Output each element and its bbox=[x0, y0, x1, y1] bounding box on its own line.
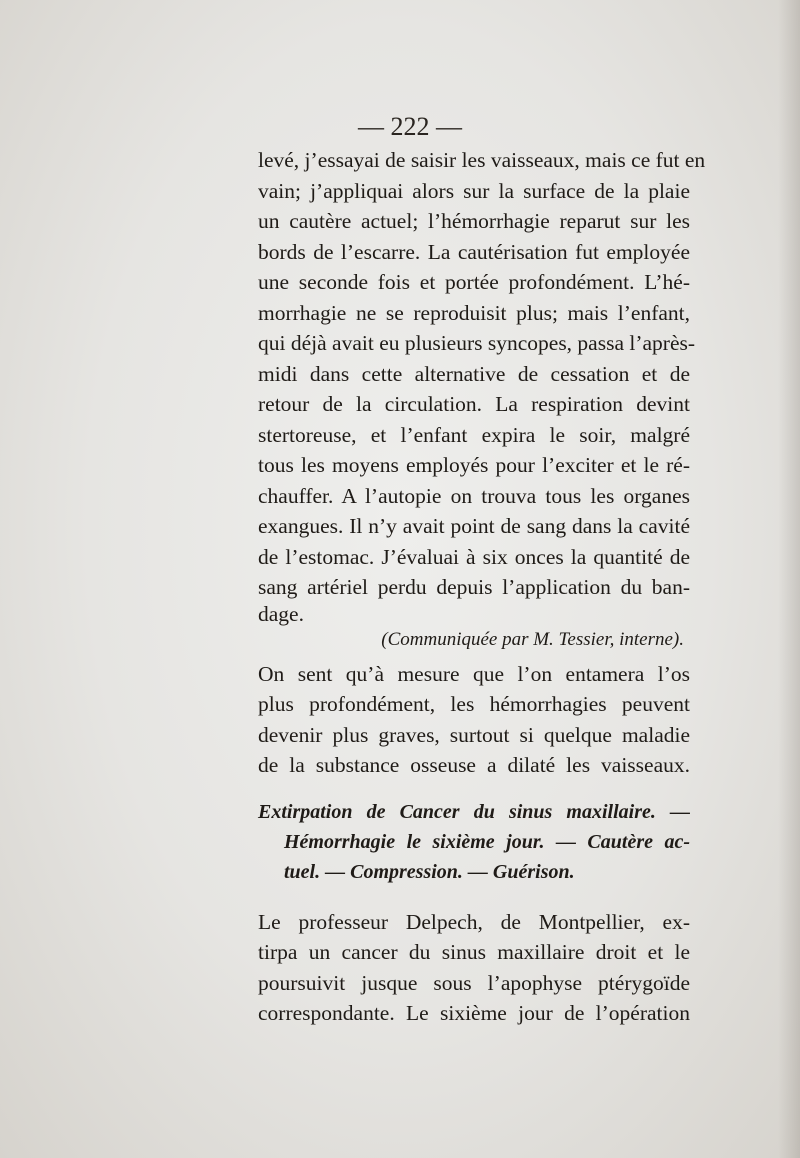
text-line: stertoreuse, et l’enfant expira le soir, malgré bbox=[258, 422, 690, 447]
text-line: dage. bbox=[258, 601, 304, 626]
page-number: — 222 — bbox=[358, 112, 462, 141]
text-line: qui déjà avait eu plusieurs syncopes, passa l’après- bbox=[258, 331, 696, 355]
paragraph-3 bbox=[258, 907, 690, 1029]
text-line: On sent qu’à mesure que l’on entamera l’os bbox=[258, 661, 690, 686]
paragraph-1 bbox=[258, 145, 706, 626]
text-line: bords de l’escarre. La cautérisation fut employée bbox=[258, 239, 690, 264]
heading-line: Extirpation de Cancer du sinus maxillaire. — bbox=[258, 800, 690, 823]
heading-line: Hémorrhagie le sixième jour. — Cautère ac- bbox=[284, 830, 690, 853]
text-line: morrhagie ne se reproduisit plus; mais l’enfant, bbox=[258, 300, 690, 325]
text-line: tirpa un cancer du sinus maxillaire droit et le bbox=[258, 940, 690, 964]
text-line: plus profondément, les hémorrhagies peuvent bbox=[258, 692, 690, 716]
text-line: vain; j’appliquai alors sur la surface de la plaie bbox=[258, 178, 690, 203]
paragraph-2 bbox=[258, 659, 690, 781]
text-line: devenir plus graves, surtout si quelque maladie bbox=[258, 722, 690, 747]
text-line: correspondante. Le sixième jour de l’opération bbox=[258, 1001, 690, 1025]
text-line: exangues. Il n’y avait point de sang dans la cavité bbox=[258, 514, 690, 538]
text-line: tous les moyens employés pour l’exciter et le ré- bbox=[258, 453, 690, 477]
text-line: sang artériel perdu depuis l’application du ban- bbox=[258, 575, 690, 599]
attribution-credit: (Communiquée par M. Tessier, interne). bbox=[381, 628, 684, 650]
text-line: de la substance osseuse a dilaté les vaisseaux. bbox=[258, 753, 690, 777]
text-line: poursuivit jusque sous l’apophyse ptérygoïde bbox=[258, 970, 690, 995]
text-line: chauffer. A l’autopie on trouva tous les organes bbox=[258, 483, 690, 508]
text-line: Le professeur Delpech, de Montpellier, ex- bbox=[258, 909, 690, 934]
text-line: levé, j’essayai de saisir les vaisseaux, mais ce fut en bbox=[258, 148, 706, 172]
text-line: un cautère actuel; l’hémorrhagie reparut sur les bbox=[258, 209, 690, 233]
text-line: retour de la circulation. La respiration devint bbox=[258, 392, 690, 416]
body-text bbox=[258, 145, 706, 1029]
text-line: de l’estomac. J’évaluai à six onces la quantité de bbox=[258, 544, 690, 569]
page-edge-shadow bbox=[778, 0, 800, 1158]
section-heading bbox=[258, 797, 690, 887]
heading-line: tuel. — Compression. — Guérison. bbox=[284, 860, 575, 883]
text-line: midi dans cette alternative de cessation et de bbox=[258, 361, 690, 386]
text-line: une seconde fois et portée profondément. L’hé- bbox=[258, 270, 690, 294]
